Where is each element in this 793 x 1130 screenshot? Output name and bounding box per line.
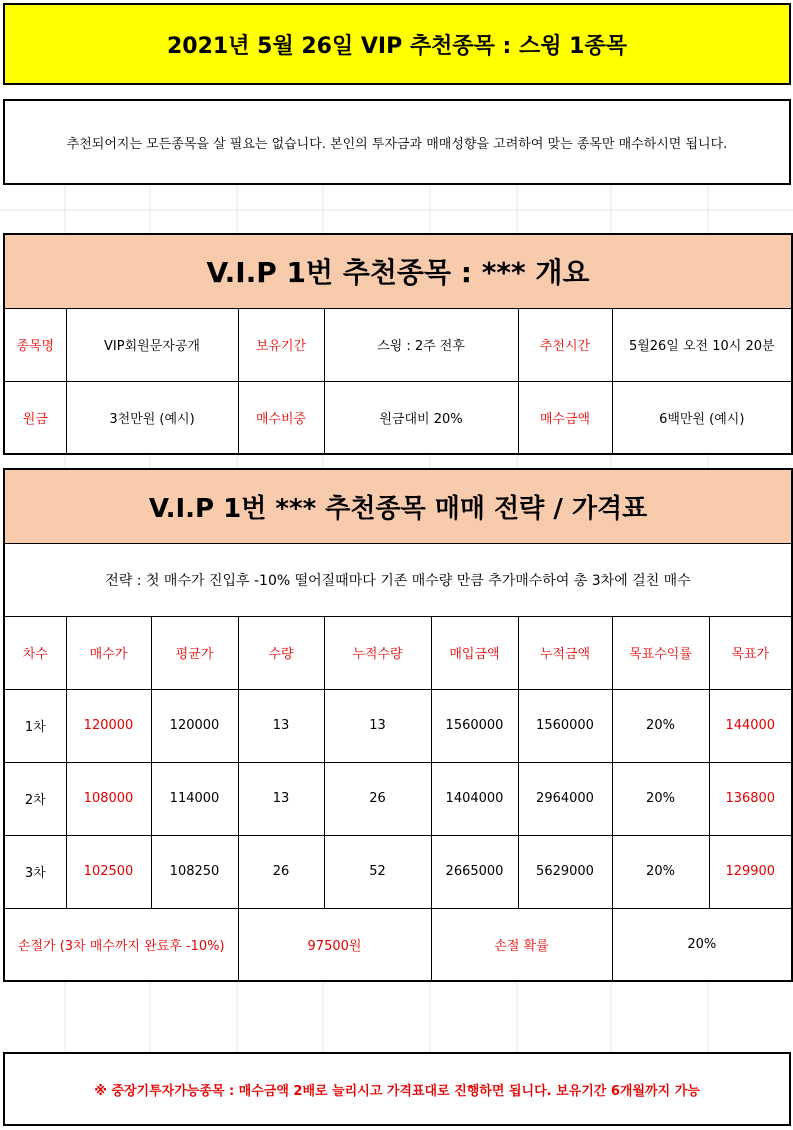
- recommend-time-value: 5월26일 오전 10시 20분: [612, 308, 792, 381]
- target-return-cell: 20%: [612, 762, 709, 835]
- round-cell: 1차: [4, 689, 66, 762]
- buy-amount-cell: 1560000: [431, 689, 518, 762]
- stock-name-value: VIP회원문자공개: [66, 308, 238, 381]
- stoploss-row: [4, 908, 792, 981]
- table-row: [4, 762, 792, 835]
- recommend-time-label: 추천시간: [518, 308, 612, 381]
- strategy-table: [3, 468, 793, 982]
- holding-period-label: 보유기간: [238, 308, 324, 381]
- col-header: 차수: [4, 616, 66, 689]
- principal-value: 3천만원 (예시): [66, 381, 238, 454]
- buy-ratio-value: 원금대비 20%: [324, 381, 518, 454]
- qty-cell: 13: [238, 689, 324, 762]
- avg-price-cell: 120000: [151, 689, 238, 762]
- footer-note-box: [3, 1052, 791, 1126]
- avg-price-cell: 114000: [151, 762, 238, 835]
- col-header: 목표수익률: [612, 616, 709, 689]
- strategy-header: V.I.P 1번 *** 추천종목 매매 전략 / 가격표: [4, 469, 792, 543]
- col-header: 목표가: [709, 616, 792, 689]
- target-price-cell: 136800: [709, 762, 792, 835]
- table-row: [4, 689, 792, 762]
- cum-amount-cell: 2964000: [518, 762, 612, 835]
- col-header: 누적금액: [518, 616, 612, 689]
- stoploss-prob-label: 손절 확률: [431, 908, 612, 981]
- cum-qty-cell: 52: [324, 835, 431, 908]
- principal-label: 원금: [4, 381, 66, 454]
- buy-price-cell: 120000: [66, 689, 151, 762]
- overview-table: [3, 233, 793, 455]
- cum-amount-cell: 1560000: [518, 689, 612, 762]
- qty-cell: 26: [238, 835, 324, 908]
- target-return-cell: 20%: [612, 835, 709, 908]
- buy-amount-cell: 2665000: [431, 835, 518, 908]
- col-header: 평균가: [151, 616, 238, 689]
- round-cell: 2차: [4, 762, 66, 835]
- target-price-cell: 129900: [709, 835, 792, 908]
- round-cell: 3차: [4, 835, 66, 908]
- buy-amount-cell: 1404000: [431, 762, 518, 835]
- buy-ratio-label: 매수비중: [238, 381, 324, 454]
- col-header: 매입금액: [431, 616, 518, 689]
- column-header-row: [4, 616, 792, 689]
- table-row: [4, 835, 792, 908]
- col-header: 수량: [238, 616, 324, 689]
- col-header: 누적수량: [324, 616, 431, 689]
- avg-price-cell: 108250: [151, 835, 238, 908]
- footer-note: ※ 중장기투자가능종목 : 매수금액 2배로 늘리시고 가격표대로 진행하면 됩니다. 보유기간 6개월까지 가능: [94, 1083, 700, 1099]
- stoploss-label: 손절가 (3차 매수까지 완료후 -10%): [4, 908, 238, 981]
- col-header: 매수가: [66, 616, 151, 689]
- stock-name-label: 종목명: [4, 308, 66, 381]
- target-price-cell: 144000: [709, 689, 792, 762]
- overview-header: V.I.P 1번 추천종목 : *** 개요: [4, 234, 792, 308]
- cum-qty-cell: 26: [324, 762, 431, 835]
- buy-price-cell: 108000: [66, 762, 151, 835]
- qty-cell: 13: [238, 762, 324, 835]
- page-title: 2021년 5월 26일 VIP 추천종목 : 스윙 1종목: [167, 33, 627, 59]
- notice-box: [3, 99, 791, 185]
- stoploss-price: 97500원: [238, 908, 431, 981]
- title-banner: [3, 3, 791, 85]
- buy-amount-label: 매수금액: [518, 381, 612, 454]
- target-return-cell: 20%: [612, 689, 709, 762]
- cum-amount-cell: 5629000: [518, 835, 612, 908]
- holding-period-value: 스윙 : 2주 전후: [324, 308, 518, 381]
- stoploss-prob-value: 20%: [612, 908, 792, 981]
- buy-amount-value: 6백만원 (예시): [612, 381, 792, 454]
- notice-text: 추천되어지는 모든종목을 살 필요는 없습니다. 본인의 투자금과 매매성향을 고려하여 맞는 종목만 매수하시면 됩니다.: [66, 136, 728, 152]
- strategy-description: 전략 : 첫 매수가 진입후 -10% 떨어질때마다 기존 매수량 만큼 추가매수하여 총 3차에 걸친 매수: [4, 543, 792, 616]
- buy-price-cell: 102500: [66, 835, 151, 908]
- cum-qty-cell: 13: [324, 689, 431, 762]
